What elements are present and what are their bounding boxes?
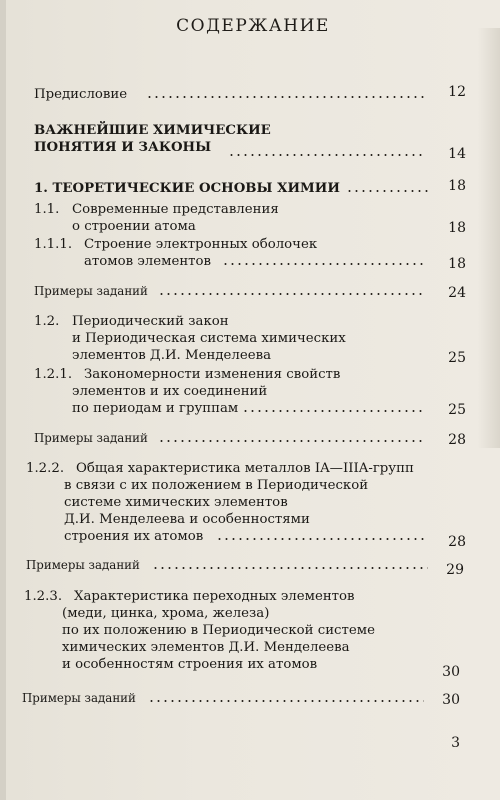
toc-entry-title: о строении атома bbox=[72, 219, 196, 234]
toc-entry-title: 1. ТЕОРЕТИЧЕСКИЕ ОСНОВЫ ХИМИИ bbox=[34, 181, 340, 196]
toc-entry-title: ВАЖНЕЙШИЕ ХИМИЧЕСКИЕ bbox=[34, 123, 271, 138]
toc-entry-title: ПОНЯТИЯ И ЗАКОНЫ bbox=[34, 140, 212, 155]
toc-leader-dots bbox=[146, 96, 426, 98]
toc-leader-dots bbox=[158, 293, 426, 295]
toc-entry-title: строения их атомов bbox=[64, 529, 204, 544]
toc-page-number: 18 bbox=[448, 256, 466, 272]
toc-entry-number: 1.2. bbox=[34, 314, 60, 329]
toc-entry-title: элементов Д.И. Менделеева bbox=[72, 348, 271, 363]
toc-entry-number: 1.2.3. bbox=[24, 589, 63, 604]
toc-leader-dots bbox=[222, 263, 426, 265]
toc-page-number: 30 bbox=[442, 692, 460, 708]
toc-entry-title: Примеры заданий bbox=[26, 558, 140, 572]
toc-page-number: 18 bbox=[448, 220, 466, 236]
toc-entry-title: по периодам и группам bbox=[72, 401, 239, 416]
toc-entry-title: (меди, цинка, хрома, железа) bbox=[62, 606, 270, 621]
toc-entry-title: системе химических элементов bbox=[64, 495, 288, 510]
toc-page-number: 18 bbox=[448, 178, 466, 194]
toc-page-number: 29 bbox=[446, 562, 464, 578]
toc-entry-title: атомов элементов bbox=[84, 254, 212, 269]
toc-leader-dots bbox=[228, 154, 426, 156]
toc-entry-number: 1.1.1. bbox=[34, 237, 73, 252]
toc-page-number: 28 bbox=[448, 534, 466, 550]
toc-entry-title: Предисловие bbox=[34, 87, 128, 102]
toc-entry-title: Примеры заданий bbox=[34, 431, 148, 445]
toc-page-number: 24 bbox=[448, 285, 466, 301]
toc-entry-title: Примеры заданий bbox=[34, 284, 148, 298]
book-page bbox=[6, 0, 500, 800]
toc-page-number: 12 bbox=[448, 84, 466, 100]
toc-leader-dots bbox=[158, 440, 426, 442]
toc-leader-dots bbox=[242, 410, 426, 412]
toc-entry-number: 1.2.1. bbox=[34, 367, 73, 382]
toc-entry-number: 1.2.2. bbox=[26, 461, 65, 476]
toc-leader-dots bbox=[152, 567, 428, 569]
toc-page-number: 14 bbox=[448, 146, 466, 162]
toc-entry-title: Общая характеристика металлов IA—IIIA-групп bbox=[76, 461, 414, 476]
toc-page-number: 28 bbox=[448, 432, 466, 448]
toc-entry-title: Характеристика переходных элементов bbox=[74, 589, 355, 604]
toc-leader-dots bbox=[148, 700, 424, 702]
toc-entry-title: в связи с их положением в Периодической bbox=[64, 478, 369, 493]
toc-entry-title: и особенностям строения их атомов bbox=[62, 657, 318, 672]
toc-entry-title: Современные представления bbox=[72, 202, 279, 217]
page-shadow bbox=[478, 28, 500, 448]
toc-page-number: 25 bbox=[448, 350, 466, 366]
toc-entry-title: и Периодическая система химических bbox=[72, 331, 346, 346]
toc-entry-title: Д.И. Менделеева и особенностями bbox=[64, 512, 310, 527]
toc-page-number: 25 bbox=[448, 402, 466, 418]
toc-entry-title: Строение электронных оболочек bbox=[84, 237, 318, 252]
toc-page-number: 30 bbox=[442, 664, 460, 680]
toc-entry-number: 1.1. bbox=[34, 202, 60, 217]
toc-entry-title: по их положению в Периодической системе bbox=[62, 623, 375, 638]
toc-leader-dots bbox=[346, 190, 428, 192]
page-title: СОДЕРЖАНИЕ bbox=[176, 16, 330, 36]
toc-entry-title: Периодический закон bbox=[72, 314, 229, 329]
toc-entry-title: Закономерности изменения свойств bbox=[84, 367, 341, 382]
page-folio: 3 bbox=[451, 735, 460, 751]
toc-leader-dots bbox=[216, 538, 426, 540]
toc-entry-title: химических элементов Д.И. Менделеева bbox=[62, 640, 350, 655]
toc-entry-title: Примеры заданий bbox=[22, 691, 136, 705]
toc-entry-title: элементов и их соединений bbox=[72, 384, 268, 399]
